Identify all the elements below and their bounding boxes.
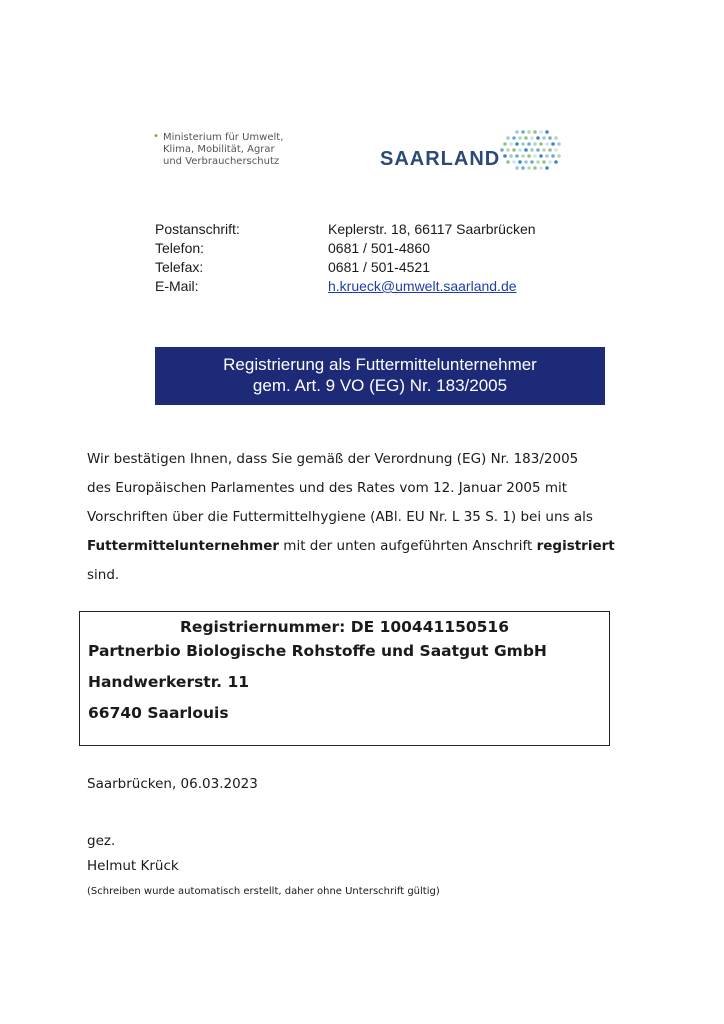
logo-dot xyxy=(506,160,510,164)
logo-dot xyxy=(542,160,546,164)
logo-dot xyxy=(545,130,549,134)
logo-dot xyxy=(515,130,519,134)
company-street: Handwerkerstr. 11 xyxy=(88,673,250,691)
logo-dot xyxy=(554,160,558,164)
logo-dot xyxy=(527,130,531,134)
title-banner xyxy=(155,347,605,405)
body-line: sind. xyxy=(87,567,120,583)
logo-dot xyxy=(512,136,516,140)
ministry-line: und Verbraucherschutz xyxy=(163,156,280,167)
logo-dot xyxy=(539,166,543,170)
logo-dot xyxy=(527,154,531,158)
ministry-block xyxy=(153,132,283,168)
registration-number: Registriernummer: DE 100441150516 xyxy=(180,618,509,636)
saarland-dot-map-icon xyxy=(492,122,562,180)
logo-dot xyxy=(512,148,516,152)
logo-dot xyxy=(509,154,513,158)
logo-dot xyxy=(530,148,534,152)
fax-value: 0681 / 501-4521 xyxy=(328,259,430,275)
logo-dot xyxy=(530,136,534,140)
logo-dot xyxy=(533,130,537,134)
logo-dot xyxy=(524,136,528,140)
logo-dot xyxy=(542,136,546,140)
logo-dot xyxy=(521,166,525,170)
logo-dot xyxy=(551,154,555,158)
body-line: Vorschriften über die Futtermittelhygiene (ABl. EU Nr. L 35 S. 1) bei uns als xyxy=(87,509,593,525)
logo-dot xyxy=(545,142,549,146)
logo-dot xyxy=(554,136,558,140)
logo-dot xyxy=(554,148,558,152)
postal-value: Keplerstr. 18, 66117 Saarbrücken xyxy=(328,221,536,237)
logo-dot xyxy=(500,148,504,152)
body-line: Wir bestätigen Ihnen, dass Sie gemäß der Verordnung (EG) Nr. 183/2005 xyxy=(87,451,579,467)
logo-dot xyxy=(515,166,519,170)
logo-dot xyxy=(533,142,537,146)
logo-dot xyxy=(536,148,540,152)
logo-dot xyxy=(548,148,552,152)
logo-dot xyxy=(539,154,543,158)
banner-line-1: Registrierung als Futtermittelunternehmer xyxy=(223,355,537,374)
email-label: E-Mail: xyxy=(155,278,199,294)
company-city: 66740 Saarlouis xyxy=(88,704,229,722)
body-fragment: mit der unten aufgeführten Anschrift xyxy=(279,538,537,554)
logo-dot xyxy=(545,166,549,170)
logo-dot xyxy=(536,136,540,140)
logo-dot xyxy=(518,136,522,140)
logo-dot xyxy=(524,148,528,152)
logo-dot xyxy=(548,160,552,164)
logo-dot xyxy=(539,130,543,134)
logo-dot xyxy=(518,160,522,164)
logo-dot xyxy=(557,142,561,146)
body-line: des Europäischen Parlamentes und des Rates vom 12. Januar 2005 mit xyxy=(87,480,568,496)
body-line xyxy=(87,532,627,561)
logo-dot xyxy=(521,130,525,134)
saarland-logo-text: SAARLAND xyxy=(380,148,501,170)
logo-dot xyxy=(545,154,549,158)
bold-term: Futtermittelunternehmer xyxy=(87,538,280,554)
auto-note: (Schreiben wurde automatisch erstellt, daher ohne Unterschrift gültig) xyxy=(87,886,440,897)
fax-label: Telefax: xyxy=(155,259,204,275)
bold-term: registriert xyxy=(536,538,615,554)
banner-line-2: gem. Art. 9 VO (EG) Nr. 183/2005 xyxy=(252,376,508,395)
logo-dot xyxy=(530,160,534,164)
confirmation-paragraph xyxy=(87,445,627,590)
signer-name: Helmut Krück xyxy=(87,858,179,874)
logo-dot xyxy=(521,154,525,158)
logo-dot xyxy=(551,142,555,146)
logo-dot xyxy=(506,148,510,152)
phone-label: Telefon: xyxy=(155,240,205,256)
logo-dot xyxy=(548,136,552,140)
logo-dot xyxy=(557,154,561,158)
logo-dot xyxy=(524,160,528,164)
company-name: Partnerbio Biologische Rohstoffe und Saatgut GmbH xyxy=(88,642,547,660)
email-link[interactable]: h.krueck@umwelt.saarland.de xyxy=(328,278,517,294)
logo-dot xyxy=(527,166,531,170)
postal-label: Postanschrift: xyxy=(155,221,240,237)
ministry-line: Klima, Mobilität, Agrar xyxy=(163,144,275,155)
bullet-star-icon: • xyxy=(153,131,159,142)
place-date: Saarbrücken, 06.03.2023 xyxy=(87,776,258,792)
signature-gez: gez. xyxy=(87,833,116,849)
logo-dot xyxy=(515,142,519,146)
logo-dot xyxy=(515,154,519,158)
logo-dot xyxy=(506,136,510,140)
logo-dot xyxy=(509,142,513,146)
logo-dot xyxy=(521,142,525,146)
registration-box xyxy=(79,611,610,746)
logo-dot xyxy=(503,154,507,158)
ministry-line: Ministerium für Umwelt, xyxy=(163,132,284,143)
logo-dot xyxy=(527,142,531,146)
logo-dot xyxy=(542,148,546,152)
logo-dot xyxy=(518,148,522,152)
logo-dot xyxy=(503,142,507,146)
contact-block xyxy=(155,220,536,296)
logo-dot xyxy=(536,160,540,164)
phone-value: 0681 / 501-4860 xyxy=(328,240,430,256)
logo-dot xyxy=(533,154,537,158)
logo-dot xyxy=(539,142,543,146)
logo-dot xyxy=(533,166,537,170)
logo-dot xyxy=(512,160,516,164)
